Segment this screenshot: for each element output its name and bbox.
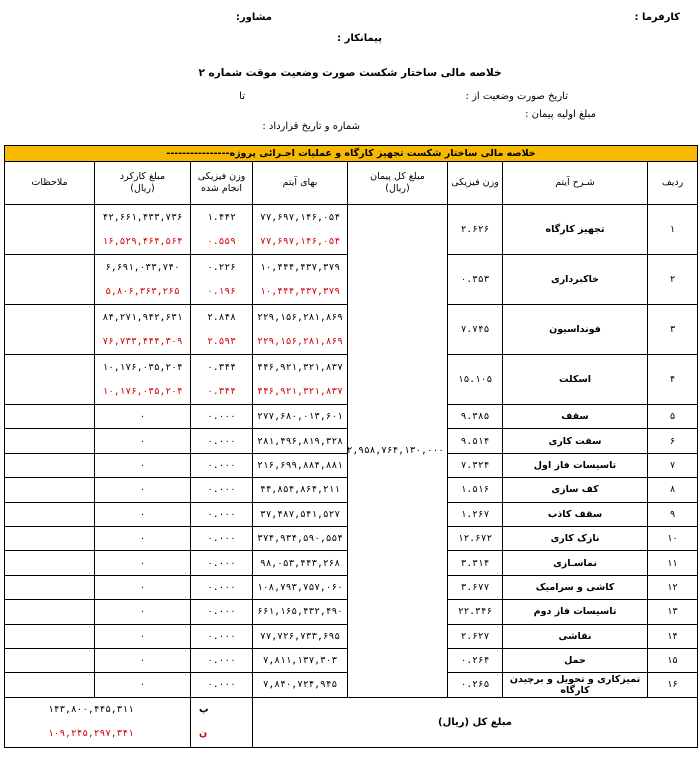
row-description: حمل bbox=[503, 648, 648, 672]
date-label: تاریخ صورت وضعیت از : bbox=[465, 91, 568, 102]
row-number: ۵ bbox=[648, 405, 698, 429]
row-weight: ۲.۶۲۶ bbox=[448, 205, 503, 255]
col-description: شـرح آیتم bbox=[503, 162, 648, 205]
row-work-amount: ۰ bbox=[95, 526, 191, 550]
row-done-weight: ۰.۰۰۰ bbox=[191, 453, 253, 477]
date-to-label: تا bbox=[239, 91, 245, 102]
row-item-price: ۷۷,۷۲۶,۷۳۳,۶۹۵ bbox=[253, 624, 348, 648]
row-notes bbox=[5, 600, 95, 624]
row-number: ۱۴ bbox=[648, 624, 698, 648]
row-done-weight: ۰.۰۰۰ bbox=[191, 502, 253, 526]
table-body bbox=[5, 205, 698, 698]
row-item-price: ۲۷۷,۶۸۰,۰۱۳,۶۰۱ bbox=[253, 405, 348, 429]
row-item-price-value: ۴۴۶,۹۲۱,۳۲۱,۸۳۷ bbox=[257, 361, 343, 373]
contractor-label: پیمانکار : bbox=[337, 33, 382, 44]
row-number: ۱۲ bbox=[648, 575, 698, 599]
row-work-amount-value-red: ۵,۸۰۶,۳۶۳,۲۶۵ bbox=[105, 285, 180, 297]
row-item-price: ۶۶۱,۱۶۵,۴۳۲,۴۹۰ bbox=[253, 600, 348, 624]
row-done-weight-value-red: ۰.۳۴۴ bbox=[207, 385, 236, 397]
total-pn bbox=[191, 697, 253, 747]
row-item-price-value: ۱۰,۴۴۴,۴۳۷,۳۷۹ bbox=[259, 261, 341, 273]
row-description: سفت کاری bbox=[503, 429, 648, 453]
col-row: ردیف bbox=[648, 162, 698, 205]
row-weight: ۹.۳۸۵ bbox=[448, 405, 503, 429]
row-notes bbox=[5, 624, 95, 648]
row-done-weight: ۰.۰۰۰ bbox=[191, 673, 253, 697]
row-item-price: ۷,۸۴۰,۷۲۴,۹۴۵ bbox=[253, 673, 348, 697]
col-work-amount: مبلغ کارکرد (ریال) bbox=[95, 162, 191, 205]
row-weight: ۲۲.۳۴۶ bbox=[448, 600, 503, 624]
row-number: ۱ bbox=[648, 205, 698, 255]
row-done-weight: ۰.۰۰۰ bbox=[191, 405, 253, 429]
row-notes bbox=[5, 205, 95, 255]
row-number: ۱۳ bbox=[648, 600, 698, 624]
row-done-weight: ۰.۰۰۰ bbox=[191, 648, 253, 672]
row-notes bbox=[5, 575, 95, 599]
row-description: سقف کاذب bbox=[503, 502, 648, 526]
table-row bbox=[5, 205, 698, 255]
row-number: ۱۶ bbox=[648, 673, 698, 697]
row-notes bbox=[5, 305, 95, 355]
row-weight: ۹.۵۱۴ bbox=[448, 429, 503, 453]
row-number: ۷ bbox=[648, 453, 698, 477]
row-item-price: ۳۷۴,۹۳۴,۵۹۰,۵۵۴ bbox=[253, 526, 348, 550]
col-notes: ملاحظات bbox=[5, 162, 95, 205]
row-item-price bbox=[253, 205, 348, 255]
total-amount-cell bbox=[5, 697, 191, 747]
row-done-weight-value-red: ۲.۵۹۳ bbox=[207, 335, 236, 347]
row-description: کاشی و سرامیک bbox=[503, 575, 648, 599]
row-weight: ۱۲.۶۷۲ bbox=[448, 526, 503, 550]
row-item-price: ۴۴,۸۵۴,۸۶۴,۲۱۱ bbox=[253, 478, 348, 502]
row-done-weight: ۰.۰۰۰ bbox=[191, 429, 253, 453]
row-done-weight-value: ۱.۴۴۲ bbox=[207, 211, 236, 223]
row-item-price-value: ۲۲۹,۱۵۶,۲۸۱,۸۶۹ bbox=[257, 311, 343, 323]
row-description: اسکلت bbox=[503, 355, 648, 405]
row-done-weight: ۰.۰۰۰ bbox=[191, 624, 253, 648]
row-notes bbox=[5, 502, 95, 526]
row-number: ۳ bbox=[648, 305, 698, 355]
row-description: نقاشی bbox=[503, 624, 648, 648]
row-done-weight bbox=[191, 205, 253, 255]
row-item-price-value-red: ۱۰,۴۴۴,۴۳۷,۳۷۹ bbox=[259, 285, 341, 297]
row-work-amount bbox=[95, 205, 191, 255]
row-number: ۱۵ bbox=[648, 648, 698, 672]
row-done-weight: ۰.۰۰۰ bbox=[191, 575, 253, 599]
row-work-amount-value: ۸۴,۲۷۱,۹۴۲,۶۳۱ bbox=[102, 311, 183, 323]
row-work-amount-value: ۶,۶۹۱,۰۳۳,۷۴۰ bbox=[105, 261, 180, 273]
row-number: ۱۰ bbox=[648, 526, 698, 550]
row-weight: ۷.۳۲۴ bbox=[448, 453, 503, 477]
row-done-weight bbox=[191, 255, 253, 305]
row-work-amount-value-red: ۷۶,۷۳۳,۴۴۴,۳۰۹ bbox=[102, 335, 183, 347]
row-work-amount bbox=[95, 255, 191, 305]
row-number: ۱۱ bbox=[648, 551, 698, 575]
row-work-amount-value: ۴۲,۶۶۱,۴۳۳,۷۳۶ bbox=[102, 211, 183, 223]
col-item-price: بهای آیتم bbox=[253, 162, 348, 205]
row-done-weight-value: ۰.۲۲۶ bbox=[207, 261, 236, 273]
row-item-price bbox=[253, 305, 348, 355]
total-p: پ bbox=[199, 704, 209, 716]
col-done-weight: وزن فیزیکی انجام شده bbox=[191, 162, 253, 205]
total-amount: ۱۴۳,۸۰۰,۴۴۵,۳۱۱ bbox=[48, 704, 134, 716]
row-description: نازک کاری bbox=[503, 526, 648, 550]
row-notes bbox=[5, 551, 95, 575]
row-work-amount: ۰ bbox=[95, 453, 191, 477]
page-title: خلاصه مالی ساختار شکست صورت وضعیت موقت شماره ۲ bbox=[198, 67, 502, 79]
row-description: نماسـازی bbox=[503, 551, 648, 575]
row-done-weight-value: ۰.۳۴۴ bbox=[207, 361, 236, 373]
employer-label: کارفرما : bbox=[634, 12, 680, 23]
row-number: ۸ bbox=[648, 478, 698, 502]
row-weight: ۰.۳۵۳ bbox=[448, 255, 503, 305]
row-work-amount: ۰ bbox=[95, 600, 191, 624]
row-notes bbox=[5, 405, 95, 429]
contract-total-value: ۲,۹۵۸,۷۶۴,۱۳۰,۰۰۰ bbox=[348, 205, 448, 698]
row-work-amount-value: ۱۰,۱۷۶,۰۳۵,۲۰۴ bbox=[102, 361, 183, 373]
row-item-price bbox=[253, 355, 348, 405]
row-description: فونداسیون bbox=[503, 305, 648, 355]
financial-summary-table bbox=[4, 145, 698, 748]
row-description: خاکبرداری bbox=[503, 255, 648, 305]
row-notes bbox=[5, 453, 95, 477]
row-notes bbox=[5, 648, 95, 672]
row-number: ۴ bbox=[648, 355, 698, 405]
row-item-price: ۲۸۱,۴۹۶,۸۱۹,۳۲۸ bbox=[253, 429, 348, 453]
row-item-price-value-red: ۷۷,۶۹۷,۱۴۶,۰۵۴ bbox=[259, 235, 341, 247]
consultant-label: مشاور: bbox=[235, 12, 272, 23]
row-number: ۲ bbox=[648, 255, 698, 305]
row-work-amount bbox=[95, 355, 191, 405]
col-physical-weight: وزن فیزیکی bbox=[448, 162, 503, 205]
row-weight: ۲.۶۲۷ bbox=[448, 624, 503, 648]
row-item-price: ۲۱۶,۶۹۹,۸۸۴,۸۸۱ bbox=[253, 453, 348, 477]
row-weight: ۷.۷۴۵ bbox=[448, 305, 503, 355]
row-work-amount: ۰ bbox=[95, 478, 191, 502]
row-description: سقف bbox=[503, 405, 648, 429]
row-done-weight: ۰.۰۰۰ bbox=[191, 600, 253, 624]
row-item-price-value: ۷۷,۶۹۷,۱۴۶,۰۵۴ bbox=[259, 211, 341, 223]
row-item-price-value-red: ۴۴۶,۹۲۱,۳۲۱,۸۳۷ bbox=[257, 385, 343, 397]
row-work-amount bbox=[95, 305, 191, 355]
row-description: تمیزکاری و تحویل و برچیدن کارگاه bbox=[503, 673, 648, 697]
row-work-amount: ۰ bbox=[95, 429, 191, 453]
row-description: کف سازی bbox=[503, 478, 648, 502]
row-number: ۶ bbox=[648, 429, 698, 453]
row-work-amount: ۰ bbox=[95, 648, 191, 672]
col-contract-total: مبلغ کل پیمان (ریال) bbox=[348, 162, 448, 205]
row-done-weight: ۰.۰۰۰ bbox=[191, 551, 253, 575]
row-work-amount-value-red: ۱۶,۵۲۹,۴۶۴,۵۶۴ bbox=[102, 235, 183, 247]
row-weight: ۳.۳۱۴ bbox=[448, 551, 503, 575]
row-done-weight: ۰.۰۰۰ bbox=[191, 526, 253, 550]
row-work-amount: ۰ bbox=[95, 551, 191, 575]
row-notes bbox=[5, 255, 95, 305]
table-banner: خلاصه مالی ساختار شکست تجهیز کارگاه و عملیات اجـرائی پروژه---------------- bbox=[5, 146, 698, 162]
row-notes bbox=[5, 355, 95, 405]
row-work-amount: ۰ bbox=[95, 624, 191, 648]
total-label: مبلغ کل (ریال) bbox=[253, 697, 698, 747]
row-work-amount: ۰ bbox=[95, 673, 191, 697]
row-notes bbox=[5, 478, 95, 502]
row-work-amount: ۰ bbox=[95, 405, 191, 429]
row-work-amount: ۰ bbox=[95, 575, 191, 599]
row-item-price: ۷,۸۱۱,۱۳۷,۳۰۳ bbox=[253, 648, 348, 672]
row-weight: ۱۵.۱۰۵ bbox=[448, 355, 503, 405]
row-notes bbox=[5, 526, 95, 550]
row-done-weight bbox=[191, 355, 253, 405]
row-item-price: ۳۷,۴۸۷,۵۴۱,۵۲۷ bbox=[253, 502, 348, 526]
row-weight: ۱.۲۶۷ bbox=[448, 502, 503, 526]
row-done-weight-value: ۲.۸۴۸ bbox=[207, 311, 236, 323]
row-description: تاسیسات فاز دوم bbox=[503, 600, 648, 624]
row-done-weight-value-red: ۰.۵۵۹ bbox=[207, 235, 236, 247]
row-weight: ۰.۲۶۴ bbox=[448, 648, 503, 672]
row-work-amount: ۰ bbox=[95, 502, 191, 526]
row-item-price: ۱۰۸,۷۹۳,۷۵۷,۰۶۰ bbox=[253, 575, 348, 599]
row-description: تجهیز کارگاه bbox=[503, 205, 648, 255]
row-done-weight: ۰.۰۰۰ bbox=[191, 478, 253, 502]
row-item-price: ۹۸,۰۵۳,۴۴۳,۲۶۸ bbox=[253, 551, 348, 575]
row-work-amount-value-red: ۱۰,۱۷۶,۰۳۵,۲۰۴ bbox=[102, 385, 183, 397]
row-number: ۹ bbox=[648, 502, 698, 526]
row-notes bbox=[5, 673, 95, 697]
row-description: تاسیسات فاز اول bbox=[503, 453, 648, 477]
row-weight: ۳.۶۷۷ bbox=[448, 575, 503, 599]
row-done-weight-value-red: ۰.۱۹۶ bbox=[207, 285, 236, 297]
total-amount-red: ۱۰۹,۲۴۵,۲۹۷,۳۴۱ bbox=[48, 728, 134, 740]
contract-label: شماره و تاریخ قرارداد : bbox=[262, 121, 360, 132]
initial-amount-label: مبلغ اولیه پیمان : bbox=[525, 109, 596, 120]
total-n: ن bbox=[199, 728, 208, 740]
row-item-price-value-red: ۲۲۹,۱۵۶,۲۸۱,۸۶۹ bbox=[257, 335, 343, 347]
row-notes bbox=[5, 429, 95, 453]
row-weight: ۱.۵۱۶ bbox=[448, 478, 503, 502]
row-item-price bbox=[253, 255, 348, 305]
row-done-weight bbox=[191, 305, 253, 355]
row-weight: ۰.۲۶۵ bbox=[448, 673, 503, 697]
